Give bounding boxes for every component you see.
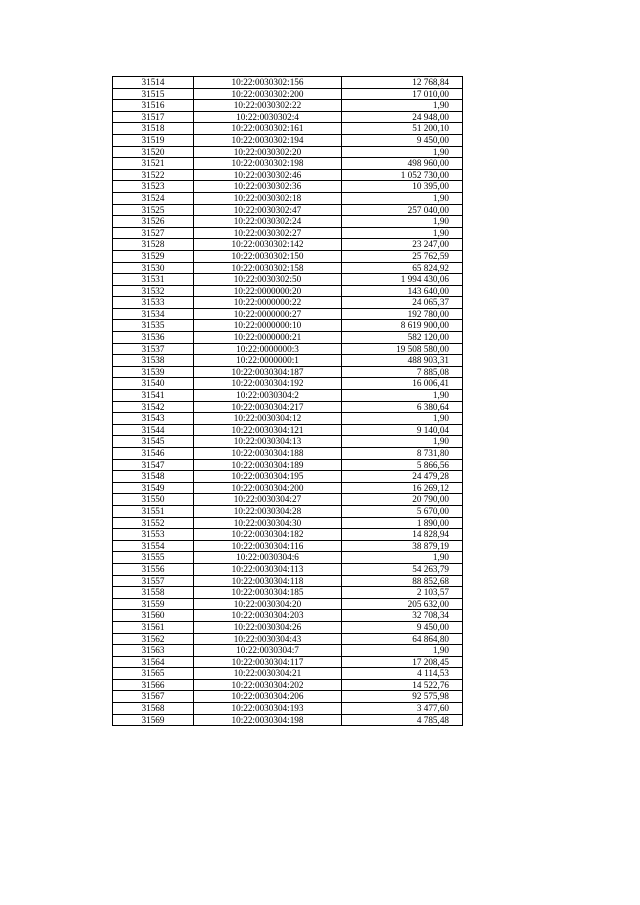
table-row bbox=[113, 517, 463, 529]
value-cell: 38 879,19 bbox=[342, 540, 463, 552]
value-cell: 1,90 bbox=[342, 192, 463, 204]
table-row bbox=[113, 181, 463, 193]
table-row bbox=[113, 610, 463, 622]
table-row bbox=[113, 679, 463, 691]
cadastral-number-cell: 10:22:0030304:198 bbox=[194, 714, 342, 726]
table-row bbox=[113, 401, 463, 413]
cadastral-number-cell: 10:22:0030304:43 bbox=[194, 633, 342, 645]
table-row bbox=[113, 262, 463, 274]
value-cell: 143 640,00 bbox=[342, 285, 463, 297]
row-number-cell: 31563 bbox=[113, 645, 194, 657]
cadastral-number-cell: 10:22:0030304:182 bbox=[194, 529, 342, 541]
row-number-cell: 31516 bbox=[113, 100, 194, 112]
cadastral-number-cell: 10:22:0030304:118 bbox=[194, 575, 342, 587]
row-number-cell: 31560 bbox=[113, 610, 194, 622]
value-cell: 1,90 bbox=[342, 390, 463, 402]
value-cell: 88 852,68 bbox=[342, 575, 463, 587]
table-row bbox=[113, 703, 463, 715]
table-row bbox=[113, 77, 463, 89]
value-cell: 1,90 bbox=[342, 552, 463, 564]
value-cell: 4 785,48 bbox=[342, 714, 463, 726]
row-number-cell: 31539 bbox=[113, 366, 194, 378]
cadastral-number-cell: 10:22:0030302:47 bbox=[194, 204, 342, 216]
value-cell: 14 828,94 bbox=[342, 529, 463, 541]
cadastral-number-cell: 10:22:0030304:26 bbox=[194, 621, 342, 633]
cadastral-number-cell: 10:22:0030302:198 bbox=[194, 158, 342, 170]
value-cell: 14 522,76 bbox=[342, 679, 463, 691]
row-number-cell: 31559 bbox=[113, 598, 194, 610]
cadastral-number-cell: 10:22:0030302:18 bbox=[194, 192, 342, 204]
cadastral-number-cell: 10:22:0030302:161 bbox=[194, 123, 342, 135]
value-cell: 12 768,84 bbox=[342, 77, 463, 89]
value-cell: 51 200,10 bbox=[342, 123, 463, 135]
cadastral-number-cell: 10:22:0030304:187 bbox=[194, 366, 342, 378]
cadastral-number-cell: 10:22:0030302:36 bbox=[194, 181, 342, 193]
cadastral-number-cell: 10:22:0030304:21 bbox=[194, 668, 342, 680]
row-number-cell: 31522 bbox=[113, 169, 194, 181]
value-cell: 20 790,00 bbox=[342, 494, 463, 506]
row-number-cell: 31538 bbox=[113, 355, 194, 367]
value-cell: 9 450,00 bbox=[342, 134, 463, 146]
table-row bbox=[113, 575, 463, 587]
cadastral-number-cell: 10:22:0030304:121 bbox=[194, 424, 342, 436]
row-number-cell: 31547 bbox=[113, 459, 194, 471]
row-number-cell: 31523 bbox=[113, 181, 194, 193]
value-cell: 1 890,00 bbox=[342, 517, 463, 529]
table-row bbox=[113, 204, 463, 216]
cadastral-number-cell: 10:22:0030304:113 bbox=[194, 563, 342, 575]
row-number-cell: 31541 bbox=[113, 390, 194, 402]
cadastral-number-cell: 10:22:0000000:1 bbox=[194, 355, 342, 367]
table-row bbox=[113, 714, 463, 726]
value-cell: 498 960,00 bbox=[342, 158, 463, 170]
table-row bbox=[113, 250, 463, 262]
cadastral-number-cell: 10:22:0030302:156 bbox=[194, 77, 342, 89]
row-number-cell: 31519 bbox=[113, 134, 194, 146]
row-number-cell: 31534 bbox=[113, 308, 194, 320]
cadastral-number-cell: 10:22:0030304:192 bbox=[194, 378, 342, 390]
row-number-cell: 31561 bbox=[113, 621, 194, 633]
table-row bbox=[113, 645, 463, 657]
value-cell: 488 903,31 bbox=[342, 355, 463, 367]
value-cell: 9 450,00 bbox=[342, 621, 463, 633]
table-row bbox=[113, 146, 463, 158]
cadastral-number-cell: 10:22:0030304:116 bbox=[194, 540, 342, 552]
value-cell: 24 948,00 bbox=[342, 111, 463, 123]
cadastral-number-cell: 10:22:0030304:12 bbox=[194, 413, 342, 425]
table-row bbox=[113, 378, 463, 390]
row-number-cell: 31535 bbox=[113, 320, 194, 332]
value-cell: 1,90 bbox=[342, 100, 463, 112]
table-row bbox=[113, 691, 463, 703]
table-row bbox=[113, 529, 463, 541]
row-number-cell: 31524 bbox=[113, 192, 194, 204]
row-number-cell: 31545 bbox=[113, 436, 194, 448]
value-cell: 1,90 bbox=[342, 645, 463, 657]
cadastral-number-cell: 10:22:0030302:24 bbox=[194, 216, 342, 228]
table-row bbox=[113, 413, 463, 425]
cadastral-number-cell: 10:22:0030304:193 bbox=[194, 703, 342, 715]
value-cell: 16 006,41 bbox=[342, 378, 463, 390]
cadastral-number-cell: 10:22:0030302:27 bbox=[194, 227, 342, 239]
value-cell: 24 479,28 bbox=[342, 471, 463, 483]
row-number-cell: 31532 bbox=[113, 285, 194, 297]
value-cell: 4 114,53 bbox=[342, 668, 463, 680]
cadastral-number-cell: 10:22:0030304:30 bbox=[194, 517, 342, 529]
row-number-cell: 31557 bbox=[113, 575, 194, 587]
cadastral-number-cell: 10:22:0030302:142 bbox=[194, 239, 342, 251]
cadastral-number-cell: 10:22:0000000:3 bbox=[194, 343, 342, 355]
value-cell: 582 120,00 bbox=[342, 332, 463, 344]
table-row bbox=[113, 656, 463, 668]
cadastral-number-cell: 10:22:0030304:27 bbox=[194, 494, 342, 506]
row-number-cell: 31530 bbox=[113, 262, 194, 274]
value-cell: 32 708,34 bbox=[342, 610, 463, 622]
table-row bbox=[113, 308, 463, 320]
cadastral-number-cell: 10:22:0000000:21 bbox=[194, 332, 342, 344]
cadastral-number-cell: 10:22:0030302:46 bbox=[194, 169, 342, 181]
row-number-cell: 31521 bbox=[113, 158, 194, 170]
value-cell: 1,90 bbox=[342, 216, 463, 228]
cadastral-number-cell: 10:22:0030302:150 bbox=[194, 250, 342, 262]
cadastral-number-cell: 10:22:0000000:27 bbox=[194, 308, 342, 320]
row-number-cell: 31525 bbox=[113, 204, 194, 216]
row-number-cell: 31520 bbox=[113, 146, 194, 158]
value-cell: 9 140,04 bbox=[342, 424, 463, 436]
table-row bbox=[113, 134, 463, 146]
table-row bbox=[113, 540, 463, 552]
row-number-cell: 31564 bbox=[113, 656, 194, 668]
table-row bbox=[113, 459, 463, 471]
row-number-cell: 31514 bbox=[113, 77, 194, 89]
value-cell: 17 208,45 bbox=[342, 656, 463, 668]
row-number-cell: 31544 bbox=[113, 424, 194, 436]
value-cell: 10 395,00 bbox=[342, 181, 463, 193]
table-row bbox=[113, 552, 463, 564]
table-row bbox=[113, 366, 463, 378]
table-row bbox=[113, 297, 463, 309]
value-cell: 8 619 900,00 bbox=[342, 320, 463, 332]
value-cell: 2 103,57 bbox=[342, 587, 463, 599]
row-number-cell: 31546 bbox=[113, 448, 194, 460]
table-row bbox=[113, 424, 463, 436]
row-number-cell: 31515 bbox=[113, 88, 194, 100]
cadastral-value-table bbox=[112, 76, 463, 726]
table-row bbox=[113, 633, 463, 645]
table-row bbox=[113, 343, 463, 355]
value-cell: 19 508 580,00 bbox=[342, 343, 463, 355]
value-cell: 257 040,00 bbox=[342, 204, 463, 216]
cadastral-number-cell: 10:22:0030304:117 bbox=[194, 656, 342, 668]
value-cell: 64 864,80 bbox=[342, 633, 463, 645]
table-row bbox=[113, 505, 463, 517]
value-cell: 5 670,00 bbox=[342, 505, 463, 517]
row-number-cell: 31553 bbox=[113, 529, 194, 541]
value-cell: 3 477,60 bbox=[342, 703, 463, 715]
table-row bbox=[113, 621, 463, 633]
table-row bbox=[113, 158, 463, 170]
value-cell: 1,90 bbox=[342, 413, 463, 425]
value-cell: 23 247,00 bbox=[342, 239, 463, 251]
row-number-cell: 31542 bbox=[113, 401, 194, 413]
row-number-cell: 31549 bbox=[113, 482, 194, 494]
table-row bbox=[113, 436, 463, 448]
row-number-cell: 31550 bbox=[113, 494, 194, 506]
row-number-cell: 31531 bbox=[113, 274, 194, 286]
table-row bbox=[113, 227, 463, 239]
cadastral-number-cell: 10:22:0030304:185 bbox=[194, 587, 342, 599]
table-row bbox=[113, 239, 463, 251]
cadastral-number-cell: 10:22:0030302:50 bbox=[194, 274, 342, 286]
cadastral-number-cell: 10:22:0030304:28 bbox=[194, 505, 342, 517]
value-cell: 24 065,37 bbox=[342, 297, 463, 309]
row-number-cell: 31528 bbox=[113, 239, 194, 251]
row-number-cell: 31540 bbox=[113, 378, 194, 390]
cadastral-number-cell: 10:22:0030304:188 bbox=[194, 448, 342, 460]
row-number-cell: 31552 bbox=[113, 517, 194, 529]
table-row bbox=[113, 471, 463, 483]
value-cell: 205 632,00 bbox=[342, 598, 463, 610]
row-number-cell: 31562 bbox=[113, 633, 194, 645]
cadastral-number-cell: 10:22:0030304:7 bbox=[194, 645, 342, 657]
value-cell: 65 824,92 bbox=[342, 262, 463, 274]
value-cell: 192 780,00 bbox=[342, 308, 463, 320]
table-row bbox=[113, 169, 463, 181]
value-cell: 54 263,79 bbox=[342, 563, 463, 575]
row-number-cell: 31527 bbox=[113, 227, 194, 239]
value-cell: 92 575,98 bbox=[342, 691, 463, 703]
cadastral-number-cell: 10:22:0030302:194 bbox=[194, 134, 342, 146]
cadastral-number-cell: 10:22:0030304:200 bbox=[194, 482, 342, 494]
row-number-cell: 31551 bbox=[113, 505, 194, 517]
table-row bbox=[113, 448, 463, 460]
table-row bbox=[113, 285, 463, 297]
cadastral-number-cell: 10:22:0030304:202 bbox=[194, 679, 342, 691]
row-number-cell: 31558 bbox=[113, 587, 194, 599]
row-number-cell: 31565 bbox=[113, 668, 194, 680]
value-cell: 25 762,59 bbox=[342, 250, 463, 262]
cadastral-number-cell: 10:22:0030302:4 bbox=[194, 111, 342, 123]
cadastral-number-cell: 10:22:0030304:203 bbox=[194, 610, 342, 622]
row-number-cell: 31543 bbox=[113, 413, 194, 425]
value-cell: 1 994 430,06 bbox=[342, 274, 463, 286]
cadastral-number-cell: 10:22:0030302:22 bbox=[194, 100, 342, 112]
row-number-cell: 31554 bbox=[113, 540, 194, 552]
cadastral-number-cell: 10:22:0030302:20 bbox=[194, 146, 342, 158]
value-cell: 8 731,80 bbox=[342, 448, 463, 460]
value-cell: 6 380,64 bbox=[342, 401, 463, 413]
cadastral-number-cell: 10:22:0030304:189 bbox=[194, 459, 342, 471]
table-row bbox=[113, 320, 463, 332]
table-row bbox=[113, 100, 463, 112]
table-row bbox=[113, 123, 463, 135]
table-row bbox=[113, 598, 463, 610]
table-row bbox=[113, 216, 463, 228]
row-number-cell: 31517 bbox=[113, 111, 194, 123]
table-row bbox=[113, 192, 463, 204]
row-number-cell: 31526 bbox=[113, 216, 194, 228]
row-number-cell: 31569 bbox=[113, 714, 194, 726]
table-row bbox=[113, 274, 463, 286]
cadastral-number-cell: 10:22:0030304:195 bbox=[194, 471, 342, 483]
cadastral-number-cell: 10:22:0000000:20 bbox=[194, 285, 342, 297]
table-row bbox=[113, 668, 463, 680]
cadastral-number-cell: 10:22:0030304:13 bbox=[194, 436, 342, 448]
row-number-cell: 31566 bbox=[113, 679, 194, 691]
row-number-cell: 31536 bbox=[113, 332, 194, 344]
table-row bbox=[113, 563, 463, 575]
row-number-cell: 31518 bbox=[113, 123, 194, 135]
row-number-cell: 31567 bbox=[113, 691, 194, 703]
value-cell: 1,90 bbox=[342, 436, 463, 448]
row-number-cell: 31533 bbox=[113, 297, 194, 309]
row-number-cell: 31568 bbox=[113, 703, 194, 715]
value-cell: 5 866,56 bbox=[342, 459, 463, 471]
table-row bbox=[113, 88, 463, 100]
value-cell: 16 269,12 bbox=[342, 482, 463, 494]
table-row bbox=[113, 494, 463, 506]
value-cell: 1,90 bbox=[342, 146, 463, 158]
cadastral-number-cell: 10:22:0000000:10 bbox=[194, 320, 342, 332]
table-row bbox=[113, 332, 463, 344]
cadastral-number-cell: 10:22:0030302:200 bbox=[194, 88, 342, 100]
row-number-cell: 31548 bbox=[113, 471, 194, 483]
value-cell: 7 885,08 bbox=[342, 366, 463, 378]
cadastral-number-cell: 10:22:0030304:206 bbox=[194, 691, 342, 703]
row-number-cell: 31556 bbox=[113, 563, 194, 575]
table-row bbox=[113, 111, 463, 123]
row-number-cell: 31529 bbox=[113, 250, 194, 262]
table-row bbox=[113, 587, 463, 599]
cadastral-number-cell: 10:22:0030302:158 bbox=[194, 262, 342, 274]
row-number-cell: 31537 bbox=[113, 343, 194, 355]
cadastral-number-cell: 10:22:0030304:20 bbox=[194, 598, 342, 610]
cadastral-number-cell: 10:22:0030304:217 bbox=[194, 401, 342, 413]
cadastral-number-cell: 10:22:0030304:2 bbox=[194, 390, 342, 402]
value-cell: 1,90 bbox=[342, 227, 463, 239]
cadastral-number-cell: 10:22:0000000:22 bbox=[194, 297, 342, 309]
cadastral-number-cell: 10:22:0030304:6 bbox=[194, 552, 342, 564]
value-cell: 17 010,00 bbox=[342, 88, 463, 100]
table-row bbox=[113, 355, 463, 367]
table-row bbox=[113, 390, 463, 402]
table-row bbox=[113, 482, 463, 494]
value-cell: 1 052 730,00 bbox=[342, 169, 463, 181]
table-body bbox=[113, 77, 463, 726]
row-number-cell: 31555 bbox=[113, 552, 194, 564]
